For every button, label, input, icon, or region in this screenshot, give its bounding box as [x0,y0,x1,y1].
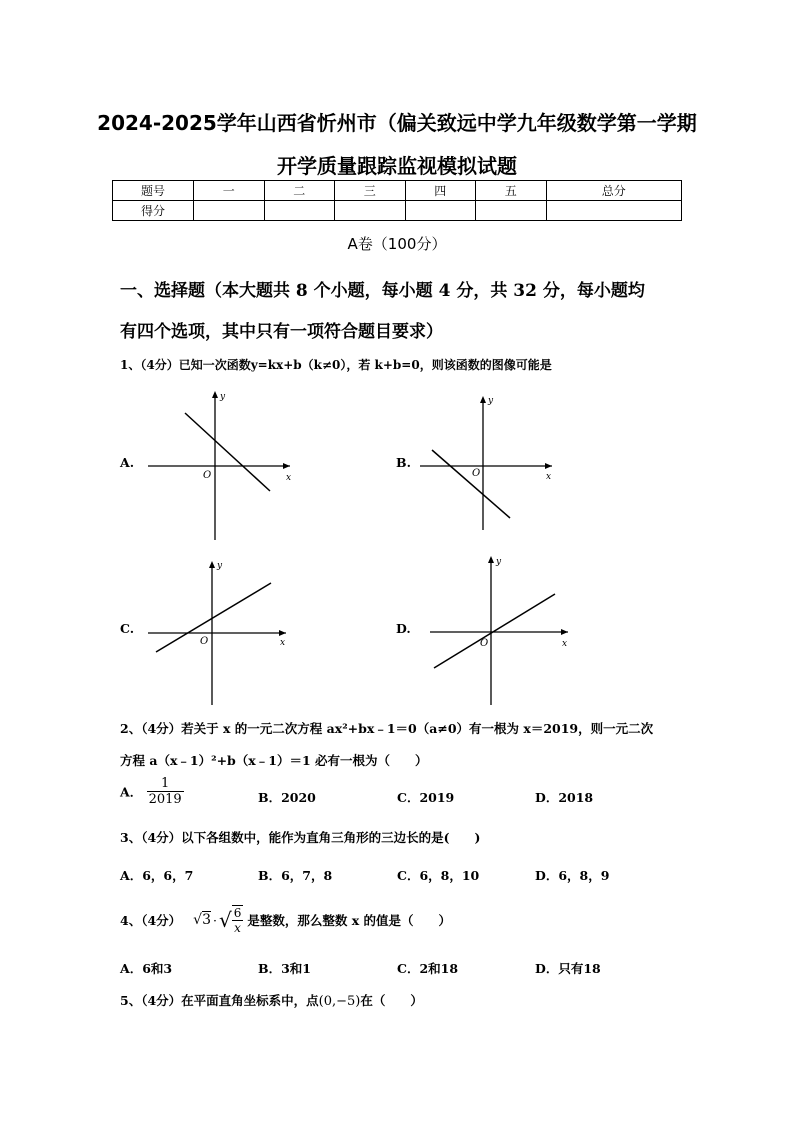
sqrt-3-expression: √3 [193,912,211,928]
score-input-cell[interactable] [335,201,406,221]
x-axis-arrow-icon [279,630,286,636]
q4-option-d[interactable]: D．只有18 [535,961,601,976]
x-axis-arrow-icon [561,629,568,635]
question-4-suffix: 是整数，那么整数 x 的值是（ ） [247,913,452,928]
function-line [434,594,555,668]
function-line [156,583,271,652]
question-3-stem: 3、（4分）以下各组数中，能作为直角三角形的三边长的是( ) [120,830,481,845]
q1-graph-a [140,385,300,545]
score-table-header-row [113,181,682,201]
y-axis-arrow-icon [480,396,486,403]
question-4-stem [120,897,451,943]
score-input-cell[interactable] [194,201,265,221]
function-line [432,450,510,518]
x-axis-label: x [562,639,568,649]
question-2-line-1: 2、（4分）若关于 x 的一元二次方程 ax²+bx﹣1＝0（a≠0）有一根为 x＝2019，则一元二次 [120,721,654,736]
x-axis-arrow-icon [545,463,552,469]
question-5-stem [120,991,423,1009]
table-cell: 一 [194,181,265,201]
score-input-cell[interactable] [405,201,476,221]
question-2-line-2: 方程 a（x﹣1）²+b（x﹣1）＝1 必有一根为（ ） [120,753,428,768]
table-cell: 总分 [546,181,682,201]
q1-option-a-label[interactable]: A. [120,455,135,470]
q4-option-c[interactable]: C．2和18 [397,961,459,976]
x-axis-label: x [286,473,292,483]
question-4-prefix: 4、（4分） [120,913,182,928]
q4-option-b[interactable]: B．3和1 [258,961,311,976]
table-cell: 五 [476,181,547,201]
table-cell: 二 [264,181,335,201]
sqrt-fraction-expression: √ [218,908,232,932]
sqrt-radicand: 3 [202,912,211,928]
score-table [112,180,682,221]
sqrt-fraction [232,905,244,935]
origin-label: O [203,470,212,481]
point-coordinates: (0,−5) [318,994,361,1009]
question-5-suffix: 在（ ） [360,993,423,1008]
q2-option-a-fraction [147,776,184,807]
dot-operator: · [213,912,217,928]
origin-label: O [480,638,489,649]
y-axis-label: y [217,561,223,571]
score-table-score-row [113,201,682,221]
section-heading-line-1: 一、选择题（本大题共 8 个小题，每小题 4 分，共 32 分，每小题均 [120,281,645,301]
y-axis-label: y [488,396,494,406]
y-axis-arrow-icon [209,561,215,568]
x-axis-label: x [280,638,286,648]
q3-option-c[interactable]: C．6，8，10 [397,868,480,883]
table-cell: 三 [335,181,406,201]
q2-option-a[interactable] [120,776,184,807]
question-1-stem: 1、（4分）已知一次函数y=kx+b（k≠0），若 k+b=0，则该函数的图像可能是 [120,358,552,372]
y-axis-label: y [220,392,226,402]
q2-option-d[interactable]: D．2018 [535,790,594,805]
q3-option-b[interactable]: B．6，7，8 [258,868,333,883]
fraction-numerator: 1 [147,776,184,792]
q2-option-b[interactable]: B．2020 [258,790,316,805]
fraction-denominator: 2019 [148,792,182,807]
q3-option-a[interactable]: A．6，6，7 [120,868,194,883]
title-line-2: 开学质量跟踪监视模拟试题 [277,154,517,178]
table-cell: 得分 [113,201,194,221]
q3-option-d[interactable]: D．6，8，9 [535,868,610,883]
x-axis-arrow-icon [283,463,290,469]
q1-graph-d [420,550,580,710]
y-axis-arrow-icon [488,556,494,563]
q1-option-d-label[interactable]: D. [396,621,411,636]
score-input-cell[interactable] [264,201,335,221]
score-input-cell[interactable] [546,201,682,221]
x-axis-label: x [546,472,552,482]
score-input-cell[interactable] [476,201,547,221]
origin-label: O [472,468,481,479]
origin-label: O [200,636,209,647]
fraction-numerator: 6 [233,906,242,920]
table-cell: 题号 [113,181,194,201]
function-line [185,413,270,491]
table-cell: 四 [405,181,476,201]
question-5-prefix: 5、（4分）在平面直角坐标系中，点 [120,993,319,1008]
q1-option-c-label[interactable]: C. [120,621,135,636]
q1-option-b-label[interactable]: B. [396,455,411,470]
q1-graph-c [140,555,300,710]
q2-option-c[interactable]: C．2019 [397,790,455,805]
title-line-1: 2024-2025学年山西省忻州市（偏关致远中学九年级数学第一学期 [97,111,697,135]
section-heading-line-2: 有四个选项，其中只有一项符合题目要求） [120,322,443,342]
volume-heading: A卷（100分） [347,235,447,253]
y-axis-label: y [496,557,502,567]
q2-option-a-label: A． [120,784,143,800]
q4-option-a[interactable]: A．6和3 [120,961,173,976]
y-axis-arrow-icon [212,391,218,398]
fraction-denominator: x [234,921,241,935]
q1-graph-b [410,390,570,540]
